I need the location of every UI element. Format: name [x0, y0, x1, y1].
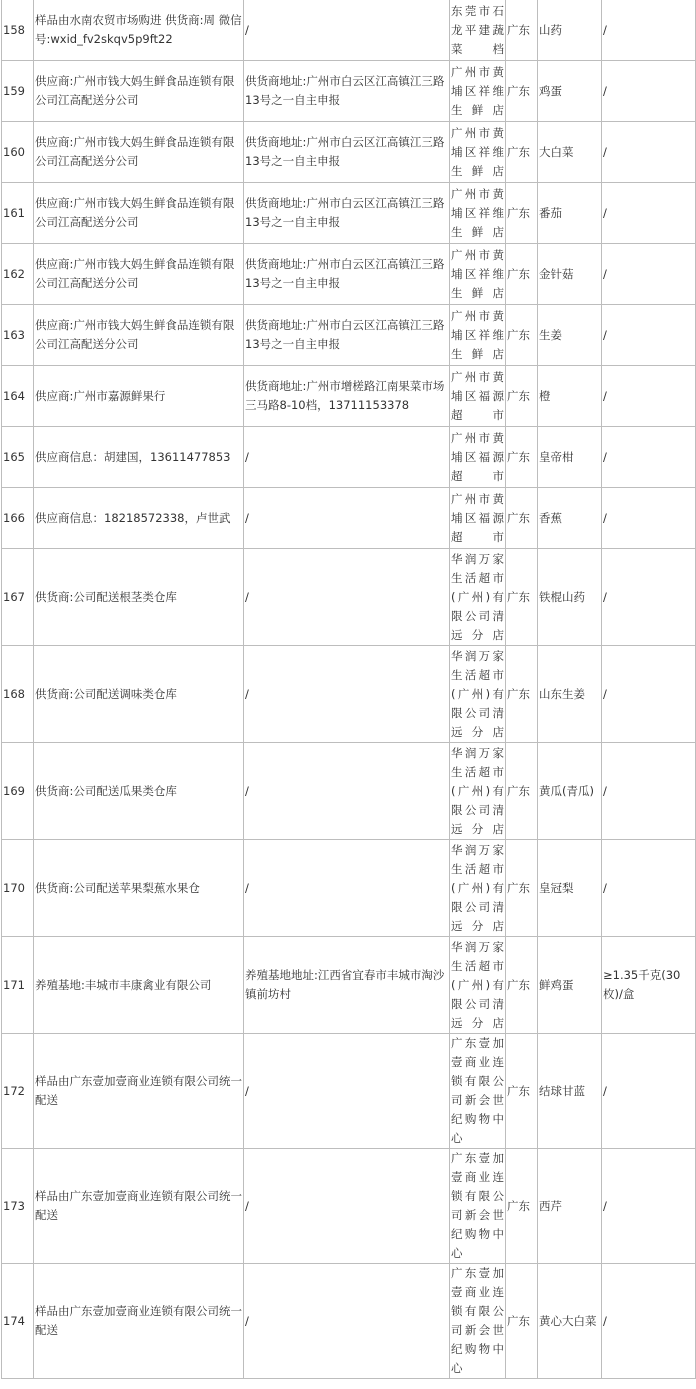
- product-name-cell: 生姜: [538, 305, 602, 366]
- row-number: 161: [2, 183, 34, 244]
- sampling-location-cell: 广州市黄埔区祥维生鲜店: [450, 61, 506, 122]
- address-cell: /: [244, 488, 450, 549]
- sampling-location-cell: 广东壹加壹商业连锁有限公司新会世纪购物中心: [450, 1264, 506, 1379]
- table-row: [2, 183, 696, 244]
- table-body: [2, 0, 696, 1379]
- spec-cell: /: [602, 122, 696, 183]
- table-row: [2, 1034, 696, 1149]
- supplier-cell: 样品由水南农贸市场购进 供货商:周 微信号:wxid_fv2skqv5p9ft22: [34, 0, 244, 61]
- supplier-cell: 供应商信息：胡建国，13611477853: [34, 427, 244, 488]
- province-cell: 广东: [506, 1264, 538, 1379]
- row-number: 168: [2, 646, 34, 743]
- table-row: [2, 61, 696, 122]
- province-cell: 广东: [506, 937, 538, 1034]
- address-cell: /: [244, 743, 450, 840]
- supplier-cell: 供货商:公司配送根茎类仓库: [34, 549, 244, 646]
- row-number: 163: [2, 305, 34, 366]
- sampling-location-cell: 广东壹加壹商业连锁有限公司新会世纪购物中心: [450, 1034, 506, 1149]
- table-row: [2, 244, 696, 305]
- province-cell: 广东: [506, 840, 538, 937]
- spec-cell: /: [602, 244, 696, 305]
- spec-cell: /: [602, 646, 696, 743]
- supplier-cell: 养殖基地:丰城市丰康禽业有限公司: [34, 937, 244, 1034]
- row-number: 170: [2, 840, 34, 937]
- row-number: 165: [2, 427, 34, 488]
- table-row: [2, 0, 696, 61]
- row-number: 171: [2, 937, 34, 1034]
- row-number: 172: [2, 1034, 34, 1149]
- supplier-cell: 供应商:广州市钱大妈生鲜食品连锁有限公司江高配送分公司: [34, 244, 244, 305]
- sampling-location-cell: 华润万家生活超市(广州)有限公司清远分店: [450, 549, 506, 646]
- address-cell: 供货商地址:广州市白云区江高镇江三路13号之一自主申报: [244, 244, 450, 305]
- spec-cell: /: [602, 0, 696, 61]
- row-number: 158: [2, 0, 34, 61]
- spec-cell: /: [602, 1034, 696, 1149]
- supplier-cell: 供应商:广州市钱大妈生鲜食品连锁有限公司江高配送分公司: [34, 183, 244, 244]
- province-cell: 广东: [506, 305, 538, 366]
- supplier-cell: 样品由广东壹加壹商业连锁有限公司统一配送: [34, 1149, 244, 1264]
- table-row: [2, 549, 696, 646]
- spec-cell: /: [602, 549, 696, 646]
- address-cell: /: [244, 840, 450, 937]
- supplier-cell: 样品由广东壹加壹商业连锁有限公司统一配送: [34, 1264, 244, 1379]
- row-number: 173: [2, 1149, 34, 1264]
- address-cell: 供货商地址:广州市白云区江高镇江三路13号之一自主申报: [244, 122, 450, 183]
- address-cell: /: [244, 549, 450, 646]
- product-name-cell: 番茄: [538, 183, 602, 244]
- spec-cell: /: [602, 743, 696, 840]
- sampling-location-cell: 广州市黄埔区福源超市: [450, 427, 506, 488]
- sampling-location-cell: 华润万家生活超市(广州)有限公司清远分店: [450, 840, 506, 937]
- address-cell: 养殖基地地址:江西省宜春市丰城市淘沙镇前坊村: [244, 937, 450, 1034]
- province-cell: 广东: [506, 122, 538, 183]
- product-name-cell: 皇冠梨: [538, 840, 602, 937]
- address-cell: /: [244, 1149, 450, 1264]
- address-cell: 供货商地址:广州市白云区江高镇江三路13号之一自主申报: [244, 61, 450, 122]
- table-row: [2, 1149, 696, 1264]
- province-cell: 广东: [506, 183, 538, 244]
- product-name-cell: 黄瓜(青瓜): [538, 743, 602, 840]
- sampling-location-cell: 广州市黄埔区祥维生鲜店: [450, 183, 506, 244]
- spec-cell: /: [602, 840, 696, 937]
- address-cell: /: [244, 646, 450, 743]
- product-name-cell: 鲜鸡蛋: [538, 937, 602, 1034]
- row-number: 164: [2, 366, 34, 427]
- row-number: 159: [2, 61, 34, 122]
- province-cell: 广东: [506, 488, 538, 549]
- province-cell: 广东: [506, 743, 538, 840]
- table-row: [2, 305, 696, 366]
- row-number: 174: [2, 1264, 34, 1379]
- product-name-cell: 香蕉: [538, 488, 602, 549]
- province-cell: 广东: [506, 366, 538, 427]
- product-name-cell: 鸡蛋: [538, 61, 602, 122]
- product-name-cell: 铁棍山药: [538, 549, 602, 646]
- table-row: [2, 743, 696, 840]
- product-name-cell: 金针菇: [538, 244, 602, 305]
- sampling-location-cell: 广州市黄埔区祥维生鲜店: [450, 122, 506, 183]
- province-cell: 广东: [506, 0, 538, 61]
- supplier-cell: 供应商信息：18218572338，卢世武: [34, 488, 244, 549]
- address-cell: /: [244, 427, 450, 488]
- table-row: [2, 366, 696, 427]
- table-row: [2, 427, 696, 488]
- product-name-cell: 结球甘蓝: [538, 1034, 602, 1149]
- sampling-location-cell: 广州市黄埔区福源超市: [450, 366, 506, 427]
- sampling-location-cell: 广州市黄埔区祥维生鲜店: [450, 244, 506, 305]
- spec-cell: /: [602, 366, 696, 427]
- spec-cell: /: [602, 488, 696, 549]
- sampling-location-cell: 广州市黄埔区福源超市: [450, 488, 506, 549]
- address-cell: /: [244, 1034, 450, 1149]
- supplier-cell: 供货商:公司配送调味类仓库: [34, 646, 244, 743]
- product-name-cell: 西芹: [538, 1149, 602, 1264]
- address-cell: 供货商地址:广州市白云区江高镇江三路13号之一自主申报: [244, 305, 450, 366]
- supplier-cell: 供应商:广州市钱大妈生鲜食品连锁有限公司江高配送分公司: [34, 61, 244, 122]
- table-row: [2, 122, 696, 183]
- product-name-cell: 山东生姜: [538, 646, 602, 743]
- table-row: [2, 646, 696, 743]
- supplier-cell: 供应商:广州市钱大妈生鲜食品连锁有限公司江高配送分公司: [34, 122, 244, 183]
- supplier-cell: 供应商:广州市钱大妈生鲜食品连锁有限公司江高配送分公司: [34, 305, 244, 366]
- spec-cell: /: [602, 61, 696, 122]
- province-cell: 广东: [506, 1034, 538, 1149]
- sampling-location-cell: 华润万家生活超市(广州)有限公司清远分店: [450, 743, 506, 840]
- sampling-location-cell: 东莞市石龙平建蔬菜档: [450, 0, 506, 61]
- province-cell: 广东: [506, 646, 538, 743]
- supplier-cell: 供应商:广州市嘉源鲜果行: [34, 366, 244, 427]
- row-number: 169: [2, 743, 34, 840]
- table-row: [2, 937, 696, 1034]
- spec-cell: /: [602, 305, 696, 366]
- spec-cell: ≥1.35千克(30枚)/盒: [602, 937, 696, 1034]
- address-cell: 供货商地址:广州市白云区江高镇江三路13号之一自主申报: [244, 183, 450, 244]
- sampling-location-cell: 广州市黄埔区祥维生鲜店: [450, 305, 506, 366]
- spec-cell: /: [602, 183, 696, 244]
- product-name-cell: 山药: [538, 0, 602, 61]
- supplier-cell: 样品由广东壹加壹商业连锁有限公司统一配送: [34, 1034, 244, 1149]
- spec-cell: /: [602, 1264, 696, 1379]
- row-number: 166: [2, 488, 34, 549]
- province-cell: 广东: [506, 244, 538, 305]
- sampling-location-cell: 华润万家生活超市(广州)有限公司清远分店: [450, 646, 506, 743]
- sampling-location-cell: 广东壹加壹商业连锁有限公司新会世纪购物中心: [450, 1149, 506, 1264]
- province-cell: 广东: [506, 1149, 538, 1264]
- supplier-cell: 供货商:公司配送苹果梨蕉水果仓: [34, 840, 244, 937]
- sample-table: [1, 0, 696, 1379]
- address-cell: /: [244, 0, 450, 61]
- province-cell: 广东: [506, 427, 538, 488]
- supplier-cell: 供货商:公司配送瓜果类仓库: [34, 743, 244, 840]
- address-cell: 供货商地址:广州市增槎路江南果菜市场三马路8-10档，13711153378: [244, 366, 450, 427]
- province-cell: 广东: [506, 549, 538, 646]
- row-number: 162: [2, 244, 34, 305]
- spec-cell: /: [602, 1149, 696, 1264]
- spec-cell: /: [602, 427, 696, 488]
- table-row: [2, 488, 696, 549]
- product-name-cell: 黄心大白菜: [538, 1264, 602, 1379]
- row-number: 167: [2, 549, 34, 646]
- address-cell: /: [244, 1264, 450, 1379]
- row-number: 160: [2, 122, 34, 183]
- product-name-cell: 橙: [538, 366, 602, 427]
- product-name-cell: 大白菜: [538, 122, 602, 183]
- sampling-location-cell: 华润万家生活超市(广州)有限公司清远分店: [450, 937, 506, 1034]
- table-row: [2, 1264, 696, 1379]
- table-row: [2, 840, 696, 937]
- province-cell: 广东: [506, 61, 538, 122]
- product-name-cell: 皇帝柑: [538, 427, 602, 488]
